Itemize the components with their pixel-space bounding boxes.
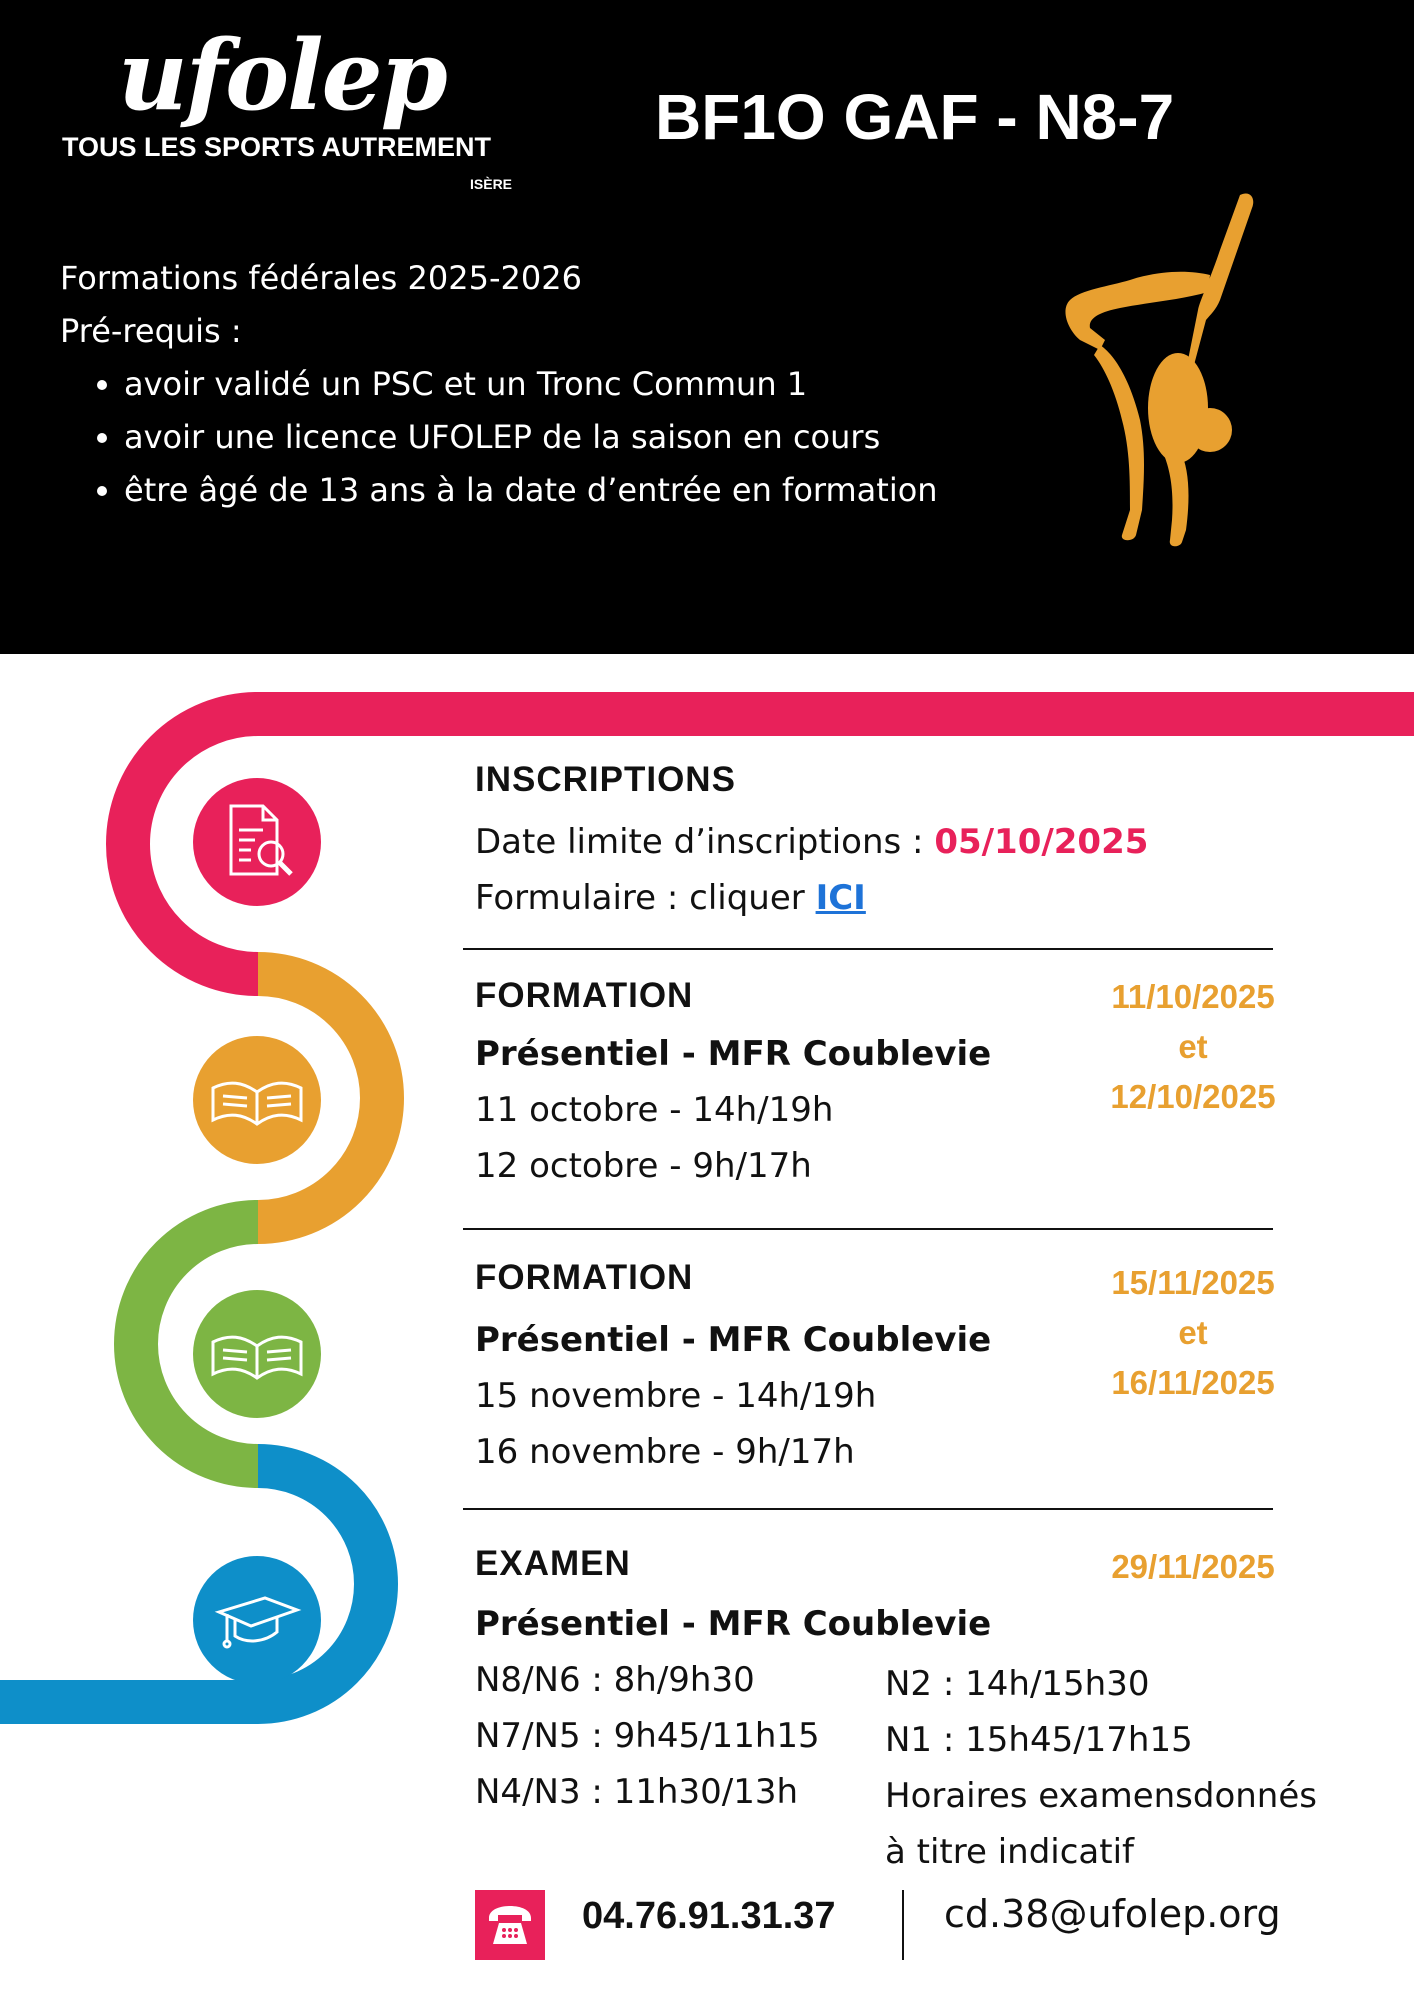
- formation-day: 16 novembre - 9h/17h: [475, 1432, 855, 1472]
- divider: [463, 1228, 1273, 1230]
- intro-prereq-label: Pré-requis :: [60, 312, 242, 350]
- examen-date: 29/11/2025: [1111, 1548, 1275, 1585]
- date-start: 15/11/2025: [1111, 1264, 1275, 1301]
- date-end: 16/11/2025: [1111, 1364, 1275, 1401]
- deadline-line: [475, 814, 1148, 870]
- section-title: INSCRIPTIONS: [475, 760, 736, 799]
- section-title: FORMATION: [475, 976, 694, 1015]
- examen-slot: N2 : 14h/15h30: [885, 1664, 1150, 1704]
- examen-slot: N7/N5 : 9h45/11h15: [475, 1716, 820, 1756]
- phone-badge: [475, 1890, 545, 1960]
- document-search-icon: [193, 778, 321, 906]
- formation2-dates: [1068, 1258, 1318, 1408]
- formation-mode: Présentiel - MFR Coublevie: [475, 1034, 992, 1074]
- date-end: 12/10/2025: [1110, 1078, 1276, 1115]
- formation2-step-badge: [193, 1290, 321, 1418]
- logo-region: ISÈRE: [470, 176, 513, 192]
- examen-right-column: [885, 1656, 1317, 1880]
- list-item: • avoir une licence UFOLEP de la saison en cours: [124, 411, 938, 464]
- formation1-section: [475, 976, 991, 1194]
- examen-slot: N4/N3 : 11h30/13h: [475, 1772, 798, 1812]
- inscriptions-section: [475, 760, 1148, 926]
- intro-season: Formations fédérales 2025-2026: [60, 259, 582, 297]
- contact-separator: [902, 1890, 904, 1960]
- examen-slot: N1 : 15h45/17h15: [885, 1720, 1193, 1760]
- examen-note: à titre indicatif: [885, 1832, 1135, 1872]
- deadline-label: Date limite d’inscriptions :: [475, 822, 935, 862]
- formation1-step-badge: [193, 1036, 321, 1164]
- email-address[interactable]: cd.38@ufolep.org: [944, 1892, 1281, 1936]
- ufolep-logo: ufolep: [118, 19, 446, 132]
- date-and: et: [1178, 1028, 1208, 1065]
- form-label: Formulaire : cliquer: [475, 878, 816, 918]
- open-book-icon: [193, 1290, 321, 1418]
- logo-tagline: TOUS LES SPORTS AUTREMENT: [62, 132, 492, 162]
- inscriptions-step-badge: [193, 778, 321, 906]
- page-title: BF1O GAF - N8-7: [655, 81, 1175, 153]
- graduation-cap-icon: [193, 1556, 321, 1684]
- formation2-section: [475, 1258, 991, 1480]
- divider: [463, 948, 1273, 950]
- examen-note: Horaires examensdonnés: [885, 1776, 1317, 1816]
- divider: [463, 1508, 1273, 1510]
- formation1-dates: [1068, 972, 1318, 1122]
- date-start: 11/10/2025: [1111, 978, 1275, 1015]
- list-item: • être âgé de 13 ans à la date d’entrée en formation: [124, 464, 938, 517]
- open-book-icon: [193, 1036, 321, 1164]
- section-title: EXAMEN: [475, 1544, 631, 1583]
- examen-slot: N8/N6 : 8h/9h30: [475, 1660, 755, 1700]
- formation-day: 12 octobre - 9h/17h: [475, 1146, 812, 1186]
- examen-mode: Présentiel - MFR Coublevie: [475, 1604, 992, 1644]
- formation-mode: Présentiel - MFR Coublevie: [475, 1320, 992, 1360]
- form-link[interactable]: ICI: [815, 878, 866, 918]
- formation-day: 15 novembre - 14h/19h: [475, 1376, 877, 1416]
- section-title: FORMATION: [475, 1258, 694, 1297]
- formation-day: 11 octobre - 14h/19h: [475, 1090, 834, 1130]
- phone-number[interactable]: 04.76.91.31.37: [582, 1895, 836, 1937]
- deadline-date: 05/10/2025: [934, 822, 1149, 862]
- phone-icon: [475, 1890, 545, 1960]
- form-line: [475, 870, 1148, 926]
- date-and: et: [1178, 1314, 1208, 1351]
- list-item: • avoir validé un PSC et un Tronc Commun 1: [124, 358, 938, 411]
- examen-step-badge: [193, 1556, 321, 1684]
